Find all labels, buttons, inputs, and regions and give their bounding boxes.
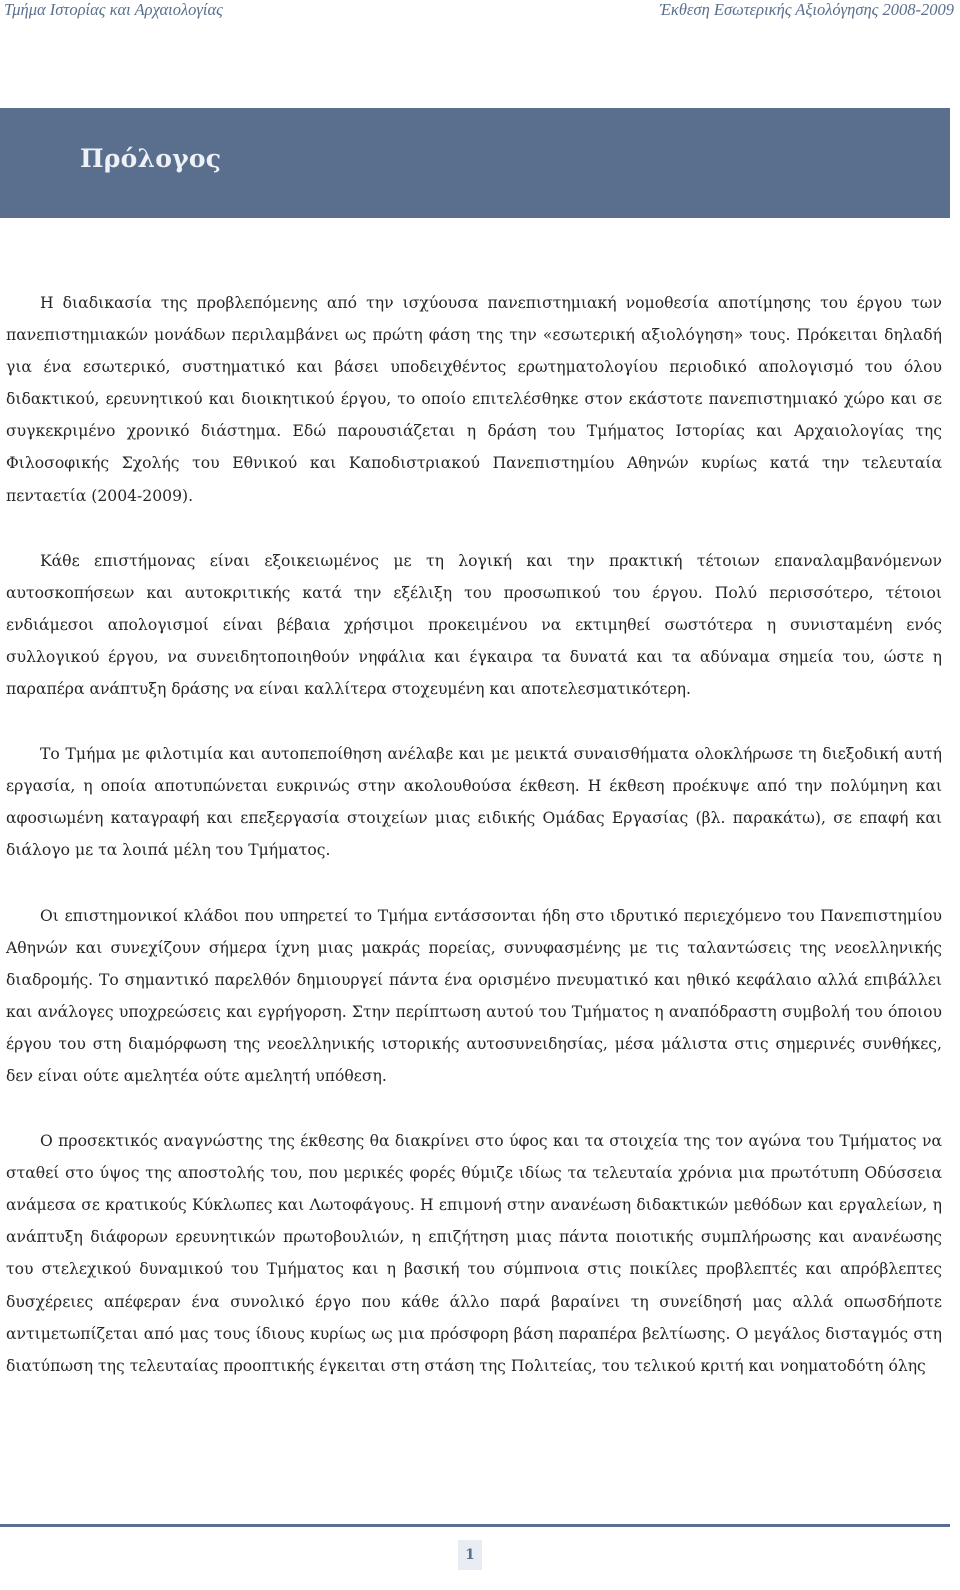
paragraph: Ο προσεκτικός αναγνώστης της έκθεσης θα διακρίνει στο ύφος και τα στοιχεία της τον αγώνα του Τμήματος να σταθεί στο ύψος της αποστολής του, που μερικές φορές θύμιζε ιδίως τα τελευταία χρόνια μια πρωτότυπη Οδύσσεια ανάμεσα σε κρατικούς Κύκλωπες και Λωτοφάγους. Η επιμονή στην ανανέωση διδακτικών μεθόδων και εργαλείων, η ανάπτυξη διάφορων ερευνητικών πρωτοβουλιών, η επιζήτηση μιας πάντα ποιοτικής συμπλήρωσης και ανανέωσης του στελεχικού δυναμικού του Τμήματος και η βασική του σύμπνοια στις ποικίλες προβλεπτές και απρόβλεπτες δυσχέρειες απέφεραν ένα συνολικό έργο που κάθε άλλο παρά βαραίνει τη συνείδησή μας αλλά οπωσδήποτε αντιμετωπίζεται από μας τους ίδιους κυρίως ως μια πρόσφορη βάση παραπέρα βελτίωσης. Ο μεγάλος δισταγμός στη διατύπωση της τελευταίας προοπτικής έγκειται στη στάση της Πολιτείας, του τελικού κριτή και νοηματοδότη όλης — [6, 1132, 942, 1375]
footer-rule — [0, 1524, 950, 1527]
paragraph: Το Τμήμα με φιλοτιμία και αυτοπεποίθηση ανέλαβε και με μεικτά συναισθήματα ολοκλήρωσε τη διεξοδική αυτή εργασία, η οποία αποτυπώνεται ευκρινώς στην ακολουθούσα έκθεση. Η έκθεση προέκυψε από την πολύμηνη και αφοσιωμένη καταγραφή και επεξεργασία στοιχείων μιας ειδικής Ομάδας Εργασίας (βλ. παρακάτω), σε επαφή και διάλογο με τα λοιπά μέλη του Τμήματος. — [6, 745, 942, 860]
header-report-title: Έκθεση Εσωτερικής Αξιολόγησης 2008-2009 — [659, 0, 954, 19]
header-department: Τμήμα Ιστορίας και Αρχαιολογίας — [4, 0, 223, 19]
section-title-banner — [0, 108, 950, 218]
section-title: Πρόλογος — [80, 144, 222, 173]
paragraph: Οι επιστημονικοί κλάδοι που υπηρετεί το Τμήμα εντάσσονται ήδη στο ιδρυτικό περιεχόμενο του Πανεπιστημίου Αθηνών και συνεχίζουν σήμερα ίχνη μιας μακράς πορείας, συνυφασμένης με τις ταλαντώσεις της νεοελληνικής διαδρομής. Το σημαντικό παρελθόν δημιουργεί πάντα ένα ορισμένο πνευματικό και ηθικό κεφάλαιο αλλά επιβάλλει και ανάλογες υποχρεώσεις και εγρήγορση. Στην περίπτωση αυτού του Τμήματος η αναπόδραστη συμβολή του όποιου έργου του στη διαμόρφωση της νεοελληνικής ιστορικής αυτοσυνειδησίας, μέσα μάλιστα στις σημερινές συνθήκες, δεν είναι ούτε αμελητέα ούτε αμελητή υπόθεση. — [6, 906, 942, 1085]
paragraph: Κάθε επιστήμονας είναι εξοικειωμένος με τη λογική και την πρακτική τέτοιων επαναλαμβανόμενων αυτοσκοπήσεων και αυτοκριτικής κατά την εξέλιξη του προσωπικού του έργου. Πολύ περισσότερο, τέτοιοι ενδιάμεσοι απολογισμοί είναι βέβαια χρήσιμοι προκειμένου να εκτιμηθεί σωστότερα η συνισταμένη ενός συλλογικού έργου, να συνειδητοποιηθούν νηφάλια και έγκαιρα τα δυνατά και τα αδύναμα σημεία του, ώστε η παραπέρα ανάπτυξη δράσης να είναι καλλίτερα στοχευμένη και αποτελεσματικότερη. — [6, 551, 942, 699]
running-header — [0, 0, 960, 22]
page-number: 1 — [458, 1540, 482, 1570]
paragraph: Η διαδικασία της προβλεπόμενης από την ισχύουσα πανεπιστημιακή νομοθεσία αποτίμησης του έργου των πανεπιστημιακών μονάδων περιλαμβάνει ως πρώτη φάση της την «εσωτερική αξιολόγηση» τους. Πρόκειται δηλαδή για ένα εσωτερικό, συστηματικό και βάσει υποδειχθέντος ερωτηματολογίου περιοδικό απολογισμό του όλου διδακτικού, ερευνητικού και διοικητικού έργου, το οποίο επιτελέσθηκε στον εκάστοτε πανεπιστημιακό χώρο και σε συγκεκριμένο χρονικό διάστημα. Εδώ παρουσιάζεται η δράση του Τμήματος Ιστορίας και Αρχαιολογίας της Φιλοσοφικής Σχολής του Εθνικού και Καποδιστριακού Πανεπιστημίου Αθηνών κυρίως κατά την τελευταία πενταετία (2004-2009). — [6, 294, 942, 505]
body-text — [6, 287, 942, 1415]
